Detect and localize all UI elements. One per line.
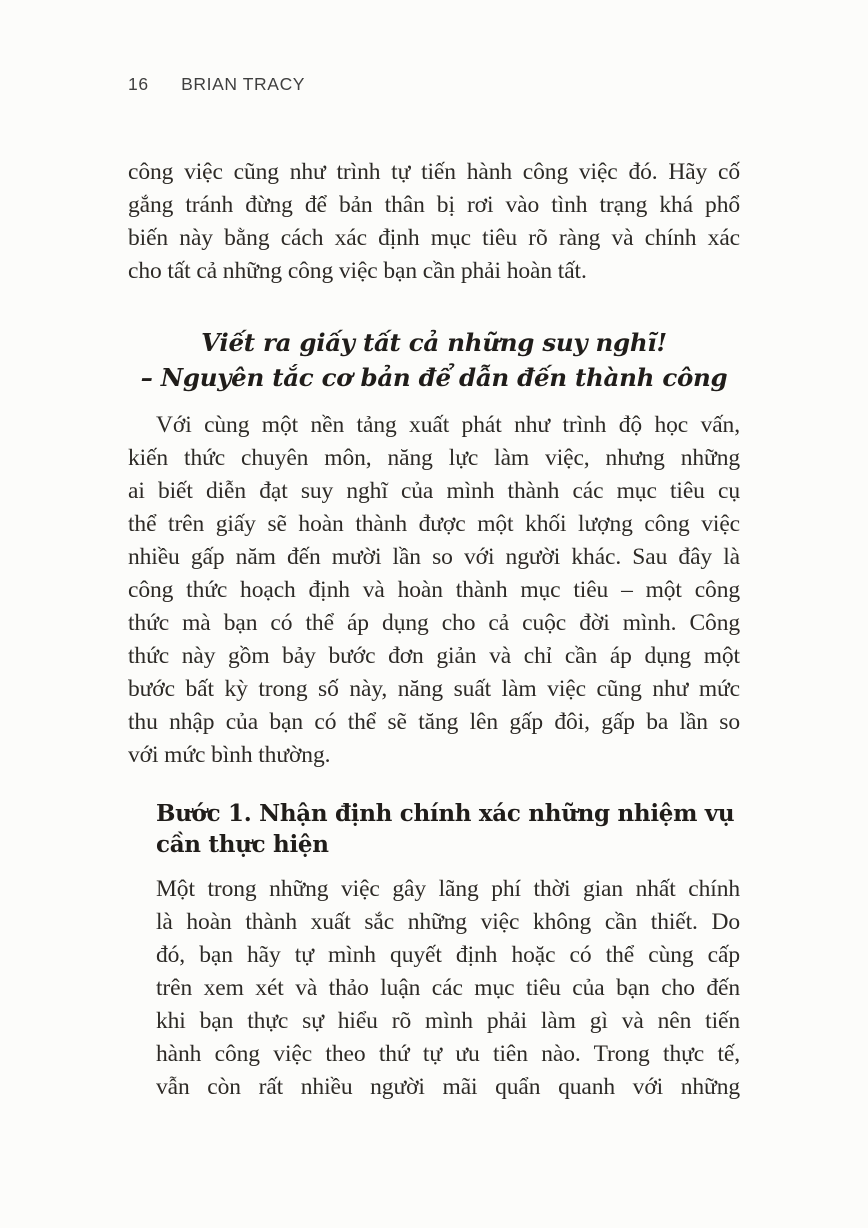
paragraph-continuation bbox=[128, 156, 740, 288]
text-line: biến này bằng cách xác định mục tiêu rõ ràng và chính xác bbox=[128, 225, 740, 251]
text-line: trên xem xét và thảo luận các mục tiêu của bạn cho đến bbox=[156, 975, 740, 1001]
step-heading-line-2: cần thực hiện bbox=[156, 831, 329, 858]
text-line: thức mà bạn có thể áp dụng cho cả cuộc đời mình. Công bbox=[128, 610, 740, 636]
text-line: bước bất kỳ trong số này, năng suất làm việc cũng như mức bbox=[128, 676, 740, 702]
step-heading bbox=[156, 798, 740, 860]
text-line: hành công việc theo thứ tự ưu tiên nào. Trong thực tế, bbox=[156, 1041, 740, 1067]
text-line: thu nhập của bạn có thể sẽ tăng lên gấp đôi, gấp ba lần so bbox=[128, 709, 740, 735]
text-line: kiến thức chuyên môn, năng lực làm việc, nhưng những bbox=[128, 445, 740, 471]
text-line: Với cùng một nền tảng xuất phát như trình độ học vấn, bbox=[156, 412, 740, 438]
step-heading-line-1: Bước 1. Nhận định chính xác những nhiệm vụ bbox=[156, 800, 735, 827]
page-header bbox=[128, 74, 740, 95]
text-line: vẫn còn rất nhiều người mãi quẩn quanh với những bbox=[156, 1074, 740, 1100]
text-line: ai biết diễn đạt suy nghĩ của mình thành các mục tiêu cụ bbox=[128, 478, 740, 504]
text-line: công thức hoạch định và hoàn thành mục tiêu – một công bbox=[128, 577, 740, 603]
paragraph-step-1 bbox=[156, 873, 740, 1104]
page-body bbox=[128, 156, 740, 1104]
text-line: gắng tránh đừng để bản thân bị rơi vào tình trạng khá phổ bbox=[128, 192, 740, 218]
text-line: nhiều gấp năm đến mười lần so với người khác. Sau đây là bbox=[128, 544, 740, 570]
text-line: thể trên giấy sẽ hoàn thành được một khối lượng công việc bbox=[128, 511, 740, 537]
text-line: thức này gồm bảy bước đơn giản và chỉ cần áp dụng một bbox=[128, 643, 740, 669]
text-line: với mức bình thường. bbox=[128, 742, 331, 768]
section-heading-line-1: Viết ra giấy tất cả những suy nghĩ! bbox=[201, 328, 667, 357]
text-line: công việc cũng như trình tự tiến hành công việc đó. Hãy cố bbox=[128, 159, 740, 185]
text-line: là hoàn thành xuất sắc những việc không cần thiết. Do bbox=[156, 909, 740, 935]
section-heading bbox=[128, 325, 740, 395]
text-line: cho tất cả những công việc bạn cần phải hoàn tất. bbox=[128, 258, 587, 284]
paragraph-formula bbox=[128, 409, 740, 772]
running-title: BRIAN TRACY bbox=[181, 74, 306, 94]
text-line: khi bạn thực sự hiểu rõ mình phải làm gì và nên tiến bbox=[156, 1008, 740, 1034]
text-line: đó, bạn hãy tự mình quyết định hoặc có thể cùng cấp bbox=[156, 942, 740, 968]
page-number: 16 bbox=[128, 74, 149, 94]
text-line: Một trong những việc gây lãng phí thời gian nhất chính bbox=[156, 876, 740, 902]
section-heading-line-2: – Nguyên tắc cơ bản để dẫn đến thành công bbox=[140, 363, 728, 392]
